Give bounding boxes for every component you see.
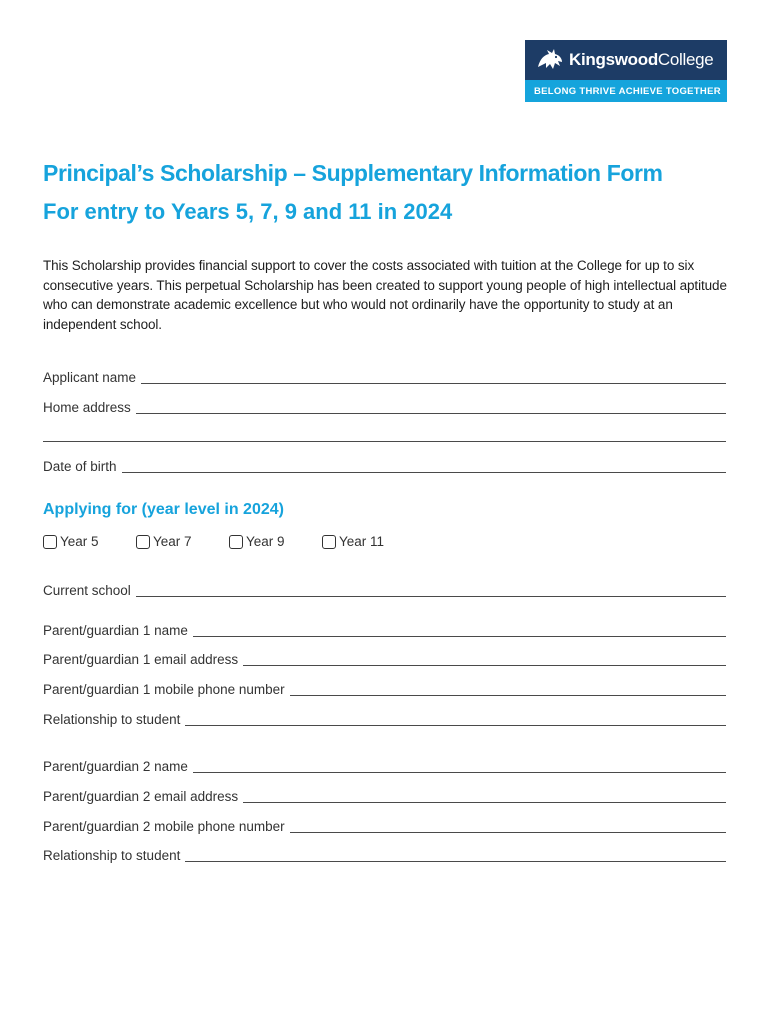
- year-7-checkbox[interactable]: [136, 535, 150, 549]
- pg2-name-label: Parent/guardian 2 name: [43, 759, 188, 774]
- pg1-relationship-field[interactable]: [43, 708, 726, 728]
- kingswood-college-logo: [525, 40, 727, 102]
- pg2-email-line[interactable]: [243, 802, 726, 803]
- year-7-label: Year 7: [153, 534, 192, 549]
- year-11-label: Year 11: [339, 534, 385, 549]
- form-title: Principal’s Scholarship – Supplementary Information Form: [43, 160, 663, 186]
- home-address-line[interactable]: [136, 413, 726, 414]
- applicant-name-field[interactable]: [43, 366, 726, 386]
- home-address-field[interactable]: [43, 396, 726, 416]
- pg1-name-label: Parent/guardian 1 name: [43, 623, 188, 638]
- pg1-email-line[interactable]: [243, 665, 726, 666]
- applying-for-heading: Applying for (year level in 2024): [43, 501, 284, 518]
- pg2-phone-field[interactable]: [43, 815, 726, 835]
- pg2-relationship-field[interactable]: [43, 844, 726, 864]
- applicant-name-label: Applicant name: [43, 370, 137, 385]
- pg2-relationship-label: Relationship to student: [43, 848, 181, 863]
- pg2-phone-line[interactable]: [290, 832, 726, 833]
- logo-banner: [525, 40, 727, 80]
- current-school-field[interactable]: [43, 579, 726, 599]
- pg2-email-label: Parent/guardian 2 email address: [43, 789, 239, 804]
- pg1-relationship-label: Relationship to student: [43, 712, 181, 727]
- pg2-email-field[interactable]: [43, 785, 726, 805]
- griffin-crest-icon: [535, 47, 565, 73]
- date-of-birth-label: Date of birth: [43, 459, 117, 474]
- year-9-label: Year 9: [246, 534, 285, 549]
- year-5-checkbox[interactable]: [43, 535, 57, 549]
- pg2-phone-label: Parent/guardian 2 mobile phone number: [43, 819, 285, 834]
- home-address-label: Home address: [43, 400, 131, 415]
- year-11-option[interactable]: [322, 534, 384, 549]
- pg1-name-field[interactable]: [43, 619, 726, 639]
- date-of-birth-field[interactable]: [43, 455, 726, 475]
- year-9-checkbox[interactable]: [229, 535, 243, 549]
- pg1-email-field[interactable]: [43, 648, 726, 668]
- current-school-label: Current school: [43, 583, 131, 598]
- year-7-option[interactable]: [136, 534, 192, 549]
- logo-tagline: BELONG THRIVE ACHIEVE TOGETHER: [525, 80, 727, 102]
- pg1-phone-line[interactable]: [290, 695, 726, 696]
- pg1-relationship-line[interactable]: [185, 725, 726, 726]
- pg2-name-line[interactable]: [193, 772, 726, 773]
- year-11-checkbox[interactable]: [322, 535, 336, 549]
- form-subtitle: For entry to Years 5, 7, 9 and 11 in 2024: [43, 199, 453, 224]
- current-school-line[interactable]: [136, 596, 726, 597]
- logo-wordmark: KingswoodCollege: [569, 50, 714, 69]
- year-5-label: Year 5: [60, 534, 99, 549]
- pg2-name-field[interactable]: [43, 755, 726, 775]
- year-9-option[interactable]: [229, 534, 285, 549]
- home-address-line-2[interactable]: [43, 441, 726, 442]
- pg1-phone-field[interactable]: [43, 678, 726, 698]
- pg1-name-line[interactable]: [193, 636, 726, 637]
- pg1-email-label: Parent/guardian 1 email address: [43, 652, 239, 667]
- intro-paragraph: This Scholarship provides financial support to cover the costs associated with tuition at the College for up to six consecutive years. This perpetual Scholarship has been created to support young people of high intellectual aptitude who can demonstrate academic excellence but who would not ordinarily have the opportunity to study at an independent school.: [43, 258, 727, 332]
- pg1-phone-label: Parent/guardian 1 mobile phone number: [43, 682, 285, 697]
- date-of-birth-line[interactable]: [122, 472, 726, 473]
- pg2-relationship-line[interactable]: [185, 861, 726, 862]
- applicant-name-line[interactable]: [141, 383, 726, 384]
- year-5-option[interactable]: [43, 534, 99, 549]
